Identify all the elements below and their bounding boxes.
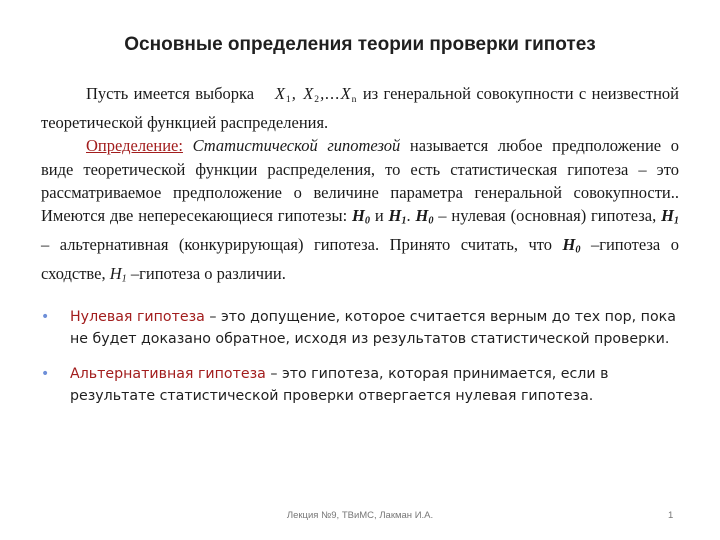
bullet-term: Альтернативная гипотеза (70, 366, 266, 382)
bullet-list (41, 307, 681, 421)
intro-before: Пусть имеется выборка (86, 84, 255, 103)
h1-symbol: $H_1$ (109, 264, 127, 285)
h0-symbol: $H_0$ (415, 206, 434, 227)
sample-formula: X1, X2,...Xn (274, 84, 358, 105)
footer-text: Лекция №9, ТВиМС, Лакман И.А. (286, 510, 434, 521)
h1-symbol: $H_1$ (388, 206, 407, 227)
intro-after: из генеральной совокупности с неизвестной теоретической функцией распределения. (41, 84, 679, 133)
bullet-text: – это гипотеза, которая принимается, если в результате статистической проверки отвергается нулевая гипотеза. (70, 366, 609, 404)
bullet-text: – это допущение, которое считается верным до тех пор, пока не будет доказано обратное, исходя из результатов статистической проверки. (70, 309, 676, 347)
definition-paragraph: Определение: Статистической гипотезой называется любое предположение о виде теоретической функции распределения, то есть статистическая гипотеза – это рассматриваемое предположение о величине параметра генеральной совокупности.. Имеются две непересекающиеся гипотезы: $H_0$ и $H_1$. $H_0$ – нулевая (основная) гипотеза, $H_1$ – альтернативная (конкурирующая) гипотеза. Принято считать, что $H_0$ –гипотеза о сходстве, $H_1$ –гипотеза о различии. (41, 136, 680, 285)
h1-symbol: $H_1$ (661, 206, 680, 227)
definition-term: Статистической гипотезой (192, 136, 401, 156)
bullet-term: Нулевая гипотеза (70, 309, 205, 325)
list-item (41, 307, 681, 350)
bullet-icon: • (41, 366, 50, 382)
definition-link[interactable]: Определение: (86, 136, 183, 156)
intro-paragraph (41, 82, 679, 134)
slide-body (41, 82, 679, 291)
h0-symbol: $H_0$ (562, 235, 581, 256)
h0-symbol: $H_0$ (352, 206, 370, 227)
bullet-icon: • (41, 309, 50, 325)
slide-title: Основные определения теории проверки гипотез (124, 34, 596, 55)
page-number: 1 (668, 510, 674, 521)
list-item (41, 364, 681, 407)
